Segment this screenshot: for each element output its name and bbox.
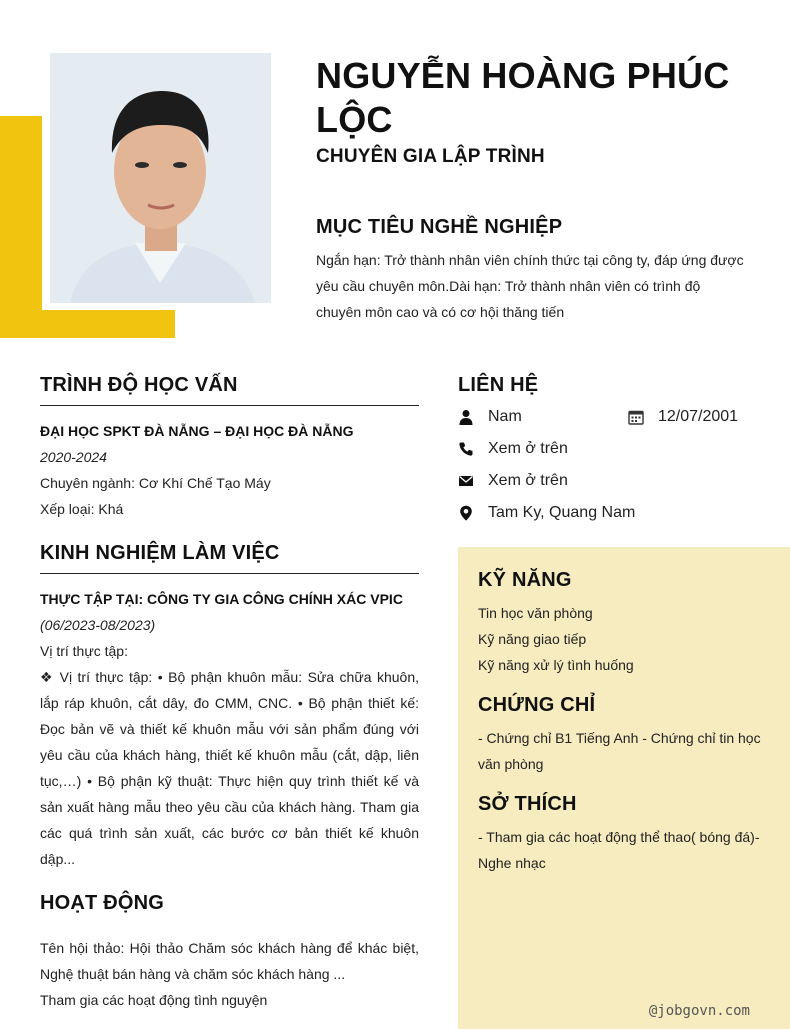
candidate-name: NGUYỄN HOÀNG PHÚC LỘC [316, 55, 730, 140]
header [316, 54, 756, 168]
watermark: @jobgovn.com [648, 1003, 750, 1019]
address-value: Tam Ky, Quang Nam [488, 504, 636, 521]
skill-item: Kỹ năng giao tiếp [478, 631, 587, 647]
mail-icon [458, 473, 488, 489]
experience-entry [40, 586, 419, 872]
education-entry [40, 418, 419, 522]
contact-heading: LIÊN HỆ [458, 374, 539, 396]
contact-row-address [458, 497, 778, 529]
hobbies-heading: SỞ THÍCH [478, 793, 577, 815]
education-heading: TRÌNH ĐỘ HỌC VẤN [40, 374, 419, 406]
phone-icon [458, 441, 488, 457]
accent-bar-vertical [0, 116, 42, 338]
person-icon [458, 409, 488, 425]
contact-row-phone [458, 433, 778, 465]
education-rank: Xếp loại: Khá [40, 501, 124, 517]
experience-heading: KINH NGHIỆM LÀM VIỆC [40, 542, 419, 574]
skill-item: Kỹ năng xử lý tình huống [478, 657, 634, 673]
left-column [40, 374, 419, 1013]
birthday-value: 12/07/2001 [658, 408, 739, 425]
certificates-heading: CHỨNG CHỈ [478, 694, 596, 716]
side-panel [458, 547, 790, 1029]
map-pin-icon [458, 505, 488, 521]
education-years: 2020-2024 [40, 449, 107, 465]
objective-text: Ngắn hạn: Trở thành nhân viên chính thức tại công ty, đáp ứng được yêu cầu chuyên môn.Dài hạn: Trở thành nhân viên có trình độ chuyên môn cao và có cơ hội thăng tiến [316, 252, 744, 320]
profile-photo [50, 53, 271, 303]
experience-details: ❖ Vị trí thực tập: • Bộ phận khuôn mẫu: Sửa chữa khuôn, lắp ráp khuôn, cắt dây, đo CMM, CNC. • Bộ phận thiết kế: Đọc bản vẽ và thiết kế khuôn mẫu với sản phẩm đúng với yêu cầu của khách hàng, thiết kế khuôn mẫu (cắt, dập, liên tục,…) • Bộ phận kỹ thuật: Thực hiện quy trình thiết kế và sản xuất hàng mẫu theo yêu cầu của khách hàng. Tham gia các quá trình sản xuất, các bước cơ bản thiết kế khuôn dập... [40, 669, 419, 867]
contact-row-email [458, 465, 778, 497]
skills-heading: KỸ NĂNG [478, 569, 572, 591]
education-major: Chuyên ngành: Cơ Khí Chế Tạo Máy [40, 475, 271, 491]
activity-item: Tên hội thảo: Hội thảo Chăm sóc khách hàng để khác biệt, Nghệ thuật bán hàng và chăm sóc khách hàng ... [40, 940, 419, 982]
career-objective-section [316, 216, 746, 325]
certificates-text: - Chứng chỉ B1 Tiếng Anh - Chứng chỉ tin học văn phòng [478, 730, 761, 772]
school-name: ĐẠI HỌC SPKT ĐÀ NẴNG – ĐẠI HỌC ĐÀ NẴNG [40, 423, 354, 439]
job-title: CHUYÊN GIA LẬP TRÌNH [316, 146, 545, 167]
company-name: THỰC TẬP TẠI: CÔNG TY GIA CÔNG CHÍNH XÁC VPIC [40, 591, 403, 607]
calendar-icon [628, 409, 658, 425]
experience-position: Vị trí thực tập: [40, 643, 128, 659]
phone-value: Xem ở trên [488, 440, 568, 457]
accent-bar-horizontal [0, 310, 175, 338]
email-value: Xem ở trên [488, 472, 568, 489]
contact-row-gender-birthday [458, 401, 778, 433]
skills-list [478, 600, 770, 678]
activities-heading: HOẠT ĐỘNG [40, 892, 165, 914]
objective-heading: MỤC TIÊU NGHỀ NGHIỆP [316, 216, 563, 238]
skill-item: Tin học văn phòng [478, 605, 593, 621]
gender-value: Nam [488, 408, 522, 425]
activity-item: Tham gia các hoạt động tình nguyện [40, 992, 268, 1008]
contact-section [458, 374, 778, 529]
experience-period: (06/2023-08/2023) [40, 617, 156, 633]
hobbies-text: - Tham gia các hoạt động thể thao( bóng đá)- Nghe nhạc [478, 829, 760, 871]
activities-entry [40, 935, 419, 1013]
